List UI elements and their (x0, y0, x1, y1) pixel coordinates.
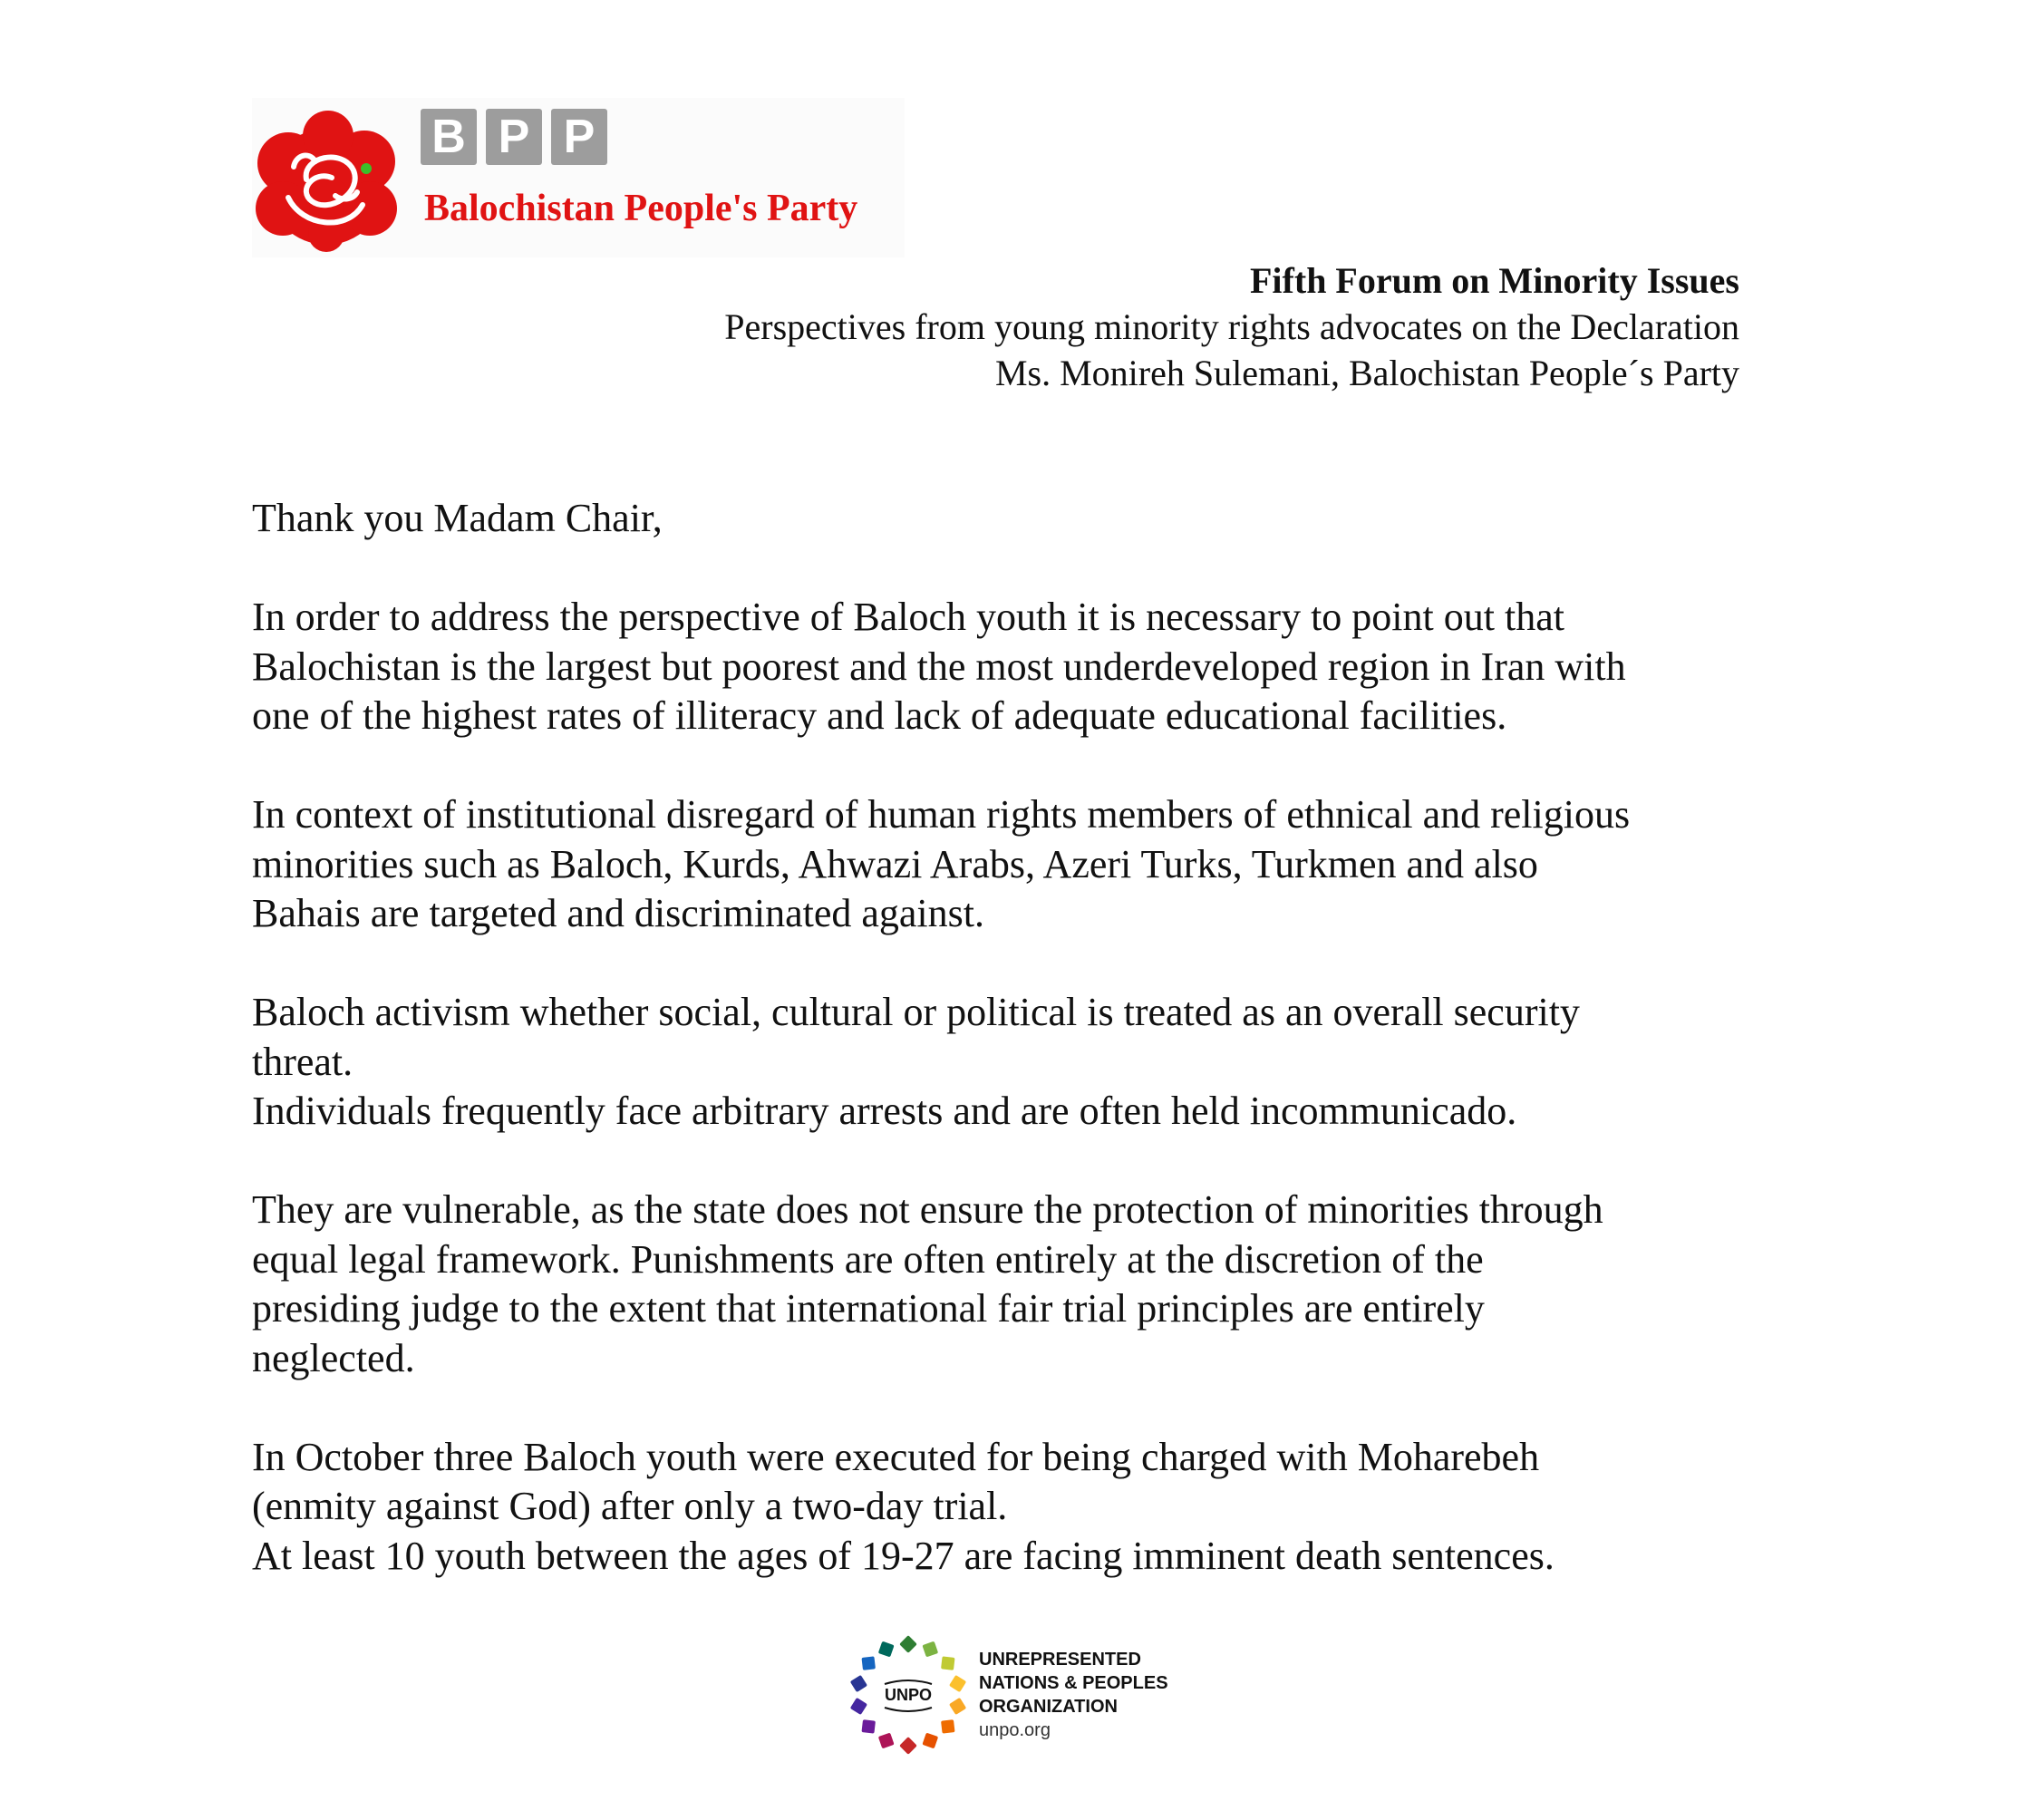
ring-segment (941, 1719, 954, 1733)
text-line: equal legal framework. Punishments are often entirely at the discretion of the (252, 1236, 1484, 1282)
forum-subtitle: Perspectives from young minority rights advocates on the Declaration (724, 306, 1739, 347)
ring-segment (899, 1635, 917, 1653)
speaker-line: Ms. Monireh Sulemani, Balochistan People´s Party (994, 353, 1739, 393)
text-line: (enmity against God) after only a two-day trial. (252, 1484, 1008, 1528)
initial-b: B (421, 109, 477, 165)
ring-segment (850, 1675, 867, 1692)
text-line: neglected. (252, 1335, 415, 1380)
ring-segment (922, 1733, 938, 1749)
text-line: In October three Baloch youth were executed for being charged with Moharebeh (252, 1434, 1540, 1479)
ring-segment (850, 1698, 867, 1715)
unpo-org-name (979, 1648, 1168, 1742)
unpo-ring-icon (845, 1631, 972, 1758)
text-line: They are vulnerable, as the state does not ensure the protection of minorities through (252, 1187, 1603, 1232)
org-line: UNREPRESENTED (979, 1650, 1141, 1670)
paragraph (252, 790, 1793, 939)
unpo-emblem-text: UNPO (884, 1686, 933, 1704)
text-line: Baloch activism whether social, cultural or political is treated as an overall security (252, 990, 1580, 1034)
ring-segment (878, 1641, 895, 1658)
paragraph (252, 1433, 1793, 1582)
letterhead (252, 98, 905, 257)
ring-segment (861, 1719, 875, 1733)
text-line: minorities such as Baloch, Kurds, Ahwazi Arabs, Azeri Turks, Turkmen and also (252, 841, 1538, 886)
initial-p1: P (486, 109, 542, 165)
paragraph (252, 1186, 1793, 1383)
ring-segment (949, 1675, 966, 1692)
unpo-logo (845, 1631, 1225, 1758)
paragraph (252, 593, 1793, 741)
party-name: Balochistan People's Party (424, 188, 858, 229)
text-line: threat. (252, 1039, 354, 1084)
document-header (724, 257, 1739, 396)
text-line: In order to address the perspective of Baloch youth it is necessary to point out that (252, 595, 1564, 639)
ring-segment (949, 1698, 966, 1715)
ring-segment (922, 1641, 938, 1658)
text-line: Balochistan is the largest but poorest and the most underdeveloped region in Iran with (252, 644, 1626, 689)
ring-segment (941, 1656, 954, 1670)
org-line: NATIONS & PEOPLES (979, 1673, 1168, 1693)
text-line: Individuals frequently face arbitrary arrests and are often held incommunicado. (252, 1089, 1517, 1133)
salutation: Thank you Madam Chair, (252, 496, 663, 540)
ring-segment (878, 1733, 895, 1749)
forum-title: Fifth Forum on Minority Issues (1250, 260, 1739, 301)
ring-segment (861, 1656, 875, 1670)
text-line: At least 10 youth between the ages of 19-27 are facing imminent death sentences. (252, 1533, 1555, 1578)
statement-body (252, 494, 1793, 1581)
text-line: In context of institutional disregard of human rights members of ethnical and religious (252, 792, 1631, 837)
red-rose-icon (252, 107, 401, 254)
org-line: ORGANIZATION (979, 1697, 1118, 1717)
initial-p2: P (551, 109, 607, 165)
unpo-url: unpo.org (979, 1720, 1051, 1740)
text-line: Bahais are targeted and discriminated against. (252, 891, 985, 935)
ring-segment (899, 1737, 917, 1755)
text-line: presiding judge to the extent that international fair trial principles are entirely (252, 1286, 1485, 1331)
text-line: one of the highest rates of illiteracy and lack of adequate educational facilities. (252, 693, 1507, 738)
paragraph (252, 988, 1793, 1137)
